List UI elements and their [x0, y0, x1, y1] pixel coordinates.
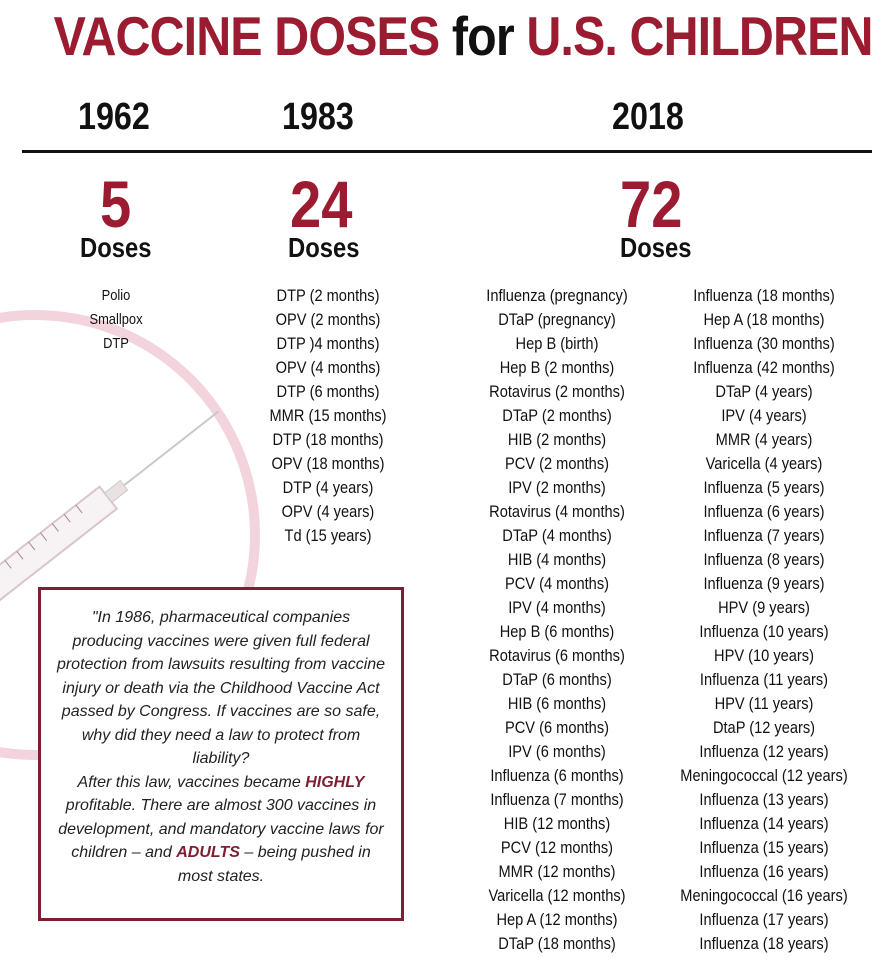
vaccine-list-item: Td (15 years): [284, 526, 372, 545]
vaccine-list-item: DTP (4 years): [282, 478, 374, 497]
count-1983: 24: [290, 167, 353, 241]
vaccine-list-item: Influenza (8 years): [703, 550, 825, 569]
vaccine-list-item: DTaP (4 months): [502, 526, 612, 545]
vaccine-list-item: MMR (12 months): [498, 862, 616, 881]
vaccine-list-item: DtaP (12 years): [712, 718, 816, 737]
vaccine-list-2018-left: [462, 284, 652, 956]
vaccine-list-item: Influenza (17 years): [699, 910, 829, 929]
vaccine-list-item: DTaP (4 years): [715, 382, 813, 401]
count-1962: 5: [100, 167, 132, 241]
vaccine-list-item: Polio: [101, 287, 131, 304]
vaccine-list-item: DTP )4 months): [276, 334, 380, 353]
liability-notice-box: [38, 587, 404, 921]
vaccine-list-item: Influenza (16 years): [699, 862, 829, 881]
vaccine-list-1983: [243, 284, 413, 548]
vaccine-list-item: Influenza (6 months): [490, 766, 624, 785]
title-for: for: [451, 5, 514, 67]
vaccine-list-item: DTP (18 months): [272, 430, 384, 449]
vaccine-list-item: PCV (12 months): [500, 838, 614, 857]
notice-p2-before: After this law, vaccines became: [77, 773, 306, 791]
vaccine-list-item: Influenza (6 years): [703, 502, 825, 521]
vaccine-list-item: HIB (4 months): [507, 550, 607, 569]
vaccine-list-item: Meningococcal (12 years): [680, 766, 848, 785]
year-1962: 1962: [78, 96, 150, 138]
vaccine-list-item: HIB (12 months): [503, 814, 611, 833]
vaccine-list-item: IPV (4 months): [508, 598, 606, 617]
year-2018: 2018: [612, 96, 684, 138]
vaccine-list-item: PCV (2 months): [504, 454, 610, 473]
vaccine-list-item: Influenza (14 years): [699, 814, 829, 833]
vaccine-list-item: Influenza (30 months): [693, 334, 835, 353]
vaccine-list-item: Influenza (5 years): [703, 478, 825, 497]
vaccine-list-item: Rotavirus (2 months): [489, 382, 625, 401]
vaccine-list-item: Hep B (birth): [515, 334, 599, 353]
page-title: [53, 4, 873, 68]
vaccine-list-item: OPV (2 months): [275, 310, 381, 329]
vaccine-list-item: Smallpox: [89, 311, 143, 328]
header-divider: [22, 150, 872, 153]
vaccine-list-item: Influenza (11 years): [699, 670, 829, 689]
vaccine-list-item: Rotavirus (6 months): [489, 646, 625, 665]
vaccine-list-item: Varicella (4 years): [705, 454, 823, 473]
vaccine-list-item: OPV (4 years): [281, 502, 375, 521]
vaccine-list-item: MMR (15 months): [269, 406, 387, 425]
vaccine-list-item: DTaP (6 months): [502, 670, 612, 689]
title-vaccine-doses: VACCINE DOSES: [53, 5, 440, 67]
vaccine-list-item: Meningococcal (16 years): [680, 886, 848, 905]
vaccine-list-item: DTP: [103, 335, 129, 352]
vaccine-list-item: Influenza (7 months): [490, 790, 624, 809]
notice-highlight-highly: HIGHLY: [305, 773, 365, 791]
vaccine-list-item: IPV (2 months): [508, 478, 606, 497]
doses-label-1962: Doses: [80, 232, 152, 263]
notice-paragraph-1: "In 1986, pharmaceutical companies producing vaccines were given full federal protection from lawsuits resulting from vaccine injury or death via the Childhood Vaccine Act passed by Congress. If vaccines are so safe, why did they need a law to protect from liability?: [56, 609, 386, 767]
vaccine-list-item: Influenza (18 months): [693, 286, 835, 305]
doses-label-1983: Doses: [288, 232, 360, 263]
vaccine-list-item: Influenza (12 years): [699, 742, 829, 761]
count-2018: 72: [620, 167, 683, 241]
vaccine-list-2018-right: [664, 284, 864, 956]
vaccine-list-item: MMR (4 years): [715, 430, 813, 449]
vaccine-list-item: PCV (4 months): [504, 574, 610, 593]
vaccine-list-item: Influenza (7 years): [703, 526, 825, 545]
vaccine-list-item: Influenza (15 years): [699, 838, 829, 857]
vaccine-list-item: Influenza (10 years): [699, 622, 829, 641]
notice-highlight-adults: ADULTS: [176, 844, 240, 861]
vaccine-list-item: Influenza (42 months): [693, 358, 835, 377]
vaccine-list-item: HIB (2 months): [507, 430, 607, 449]
vaccine-list-item: HPV (10 years): [714, 646, 814, 665]
vaccine-list-item: HPV (9 years): [718, 598, 810, 617]
vaccine-list-item: IPV (6 months): [508, 742, 606, 761]
vaccine-list-item: IPV (4 years): [721, 406, 807, 425]
notice-p2-middle: profitable. There are almost 300 vaccines in development, and mandatory vaccine laws for children – and: [58, 797, 384, 861]
vaccine-list-item: Varicella (12 months): [488, 886, 626, 905]
notice-p2-after: – being pushed in most states.: [177, 844, 371, 885]
vaccine-list-item: Hep B (6 months): [499, 622, 615, 641]
vaccine-list-item: Influenza (pregnancy): [486, 286, 628, 305]
title-us-children: U.S. CHILDREN: [526, 5, 873, 67]
vaccine-list-item: OPV (4 months): [275, 358, 381, 377]
vaccine-list-item: DTP (2 months): [276, 286, 380, 305]
vaccine-list-item: Hep A (18 months): [703, 310, 825, 329]
vaccine-list-item: HIB (6 months): [507, 694, 607, 713]
vaccine-list-item: DTaP (pregnancy): [498, 310, 616, 329]
vaccine-list-item: DTaP (18 months): [498, 934, 616, 953]
vaccine-list-1962: [56, 284, 176, 356]
vaccine-list-item: Hep A (12 months): [496, 910, 618, 929]
vaccine-list-item: DTaP (2 months): [502, 406, 612, 425]
vaccine-list-item: Influenza (13 years): [699, 790, 829, 809]
vaccine-list-item: HPV (11 years): [714, 694, 814, 713]
vaccine-list-item: OPV (18 months): [271, 454, 385, 473]
year-1983: 1983: [282, 96, 354, 138]
vaccine-list-item: PCV (6 months): [504, 718, 610, 737]
vaccine-list-item: Hep B (2 months): [499, 358, 615, 377]
vaccine-list-item: Influenza (9 years): [703, 574, 825, 593]
doses-label-2018: Doses: [620, 232, 692, 263]
vaccine-list-item: Rotavirus (4 months): [489, 502, 625, 521]
vaccine-list-item: Influenza (18 years): [699, 934, 829, 953]
vaccine-list-item: DTP (6 months): [276, 382, 380, 401]
